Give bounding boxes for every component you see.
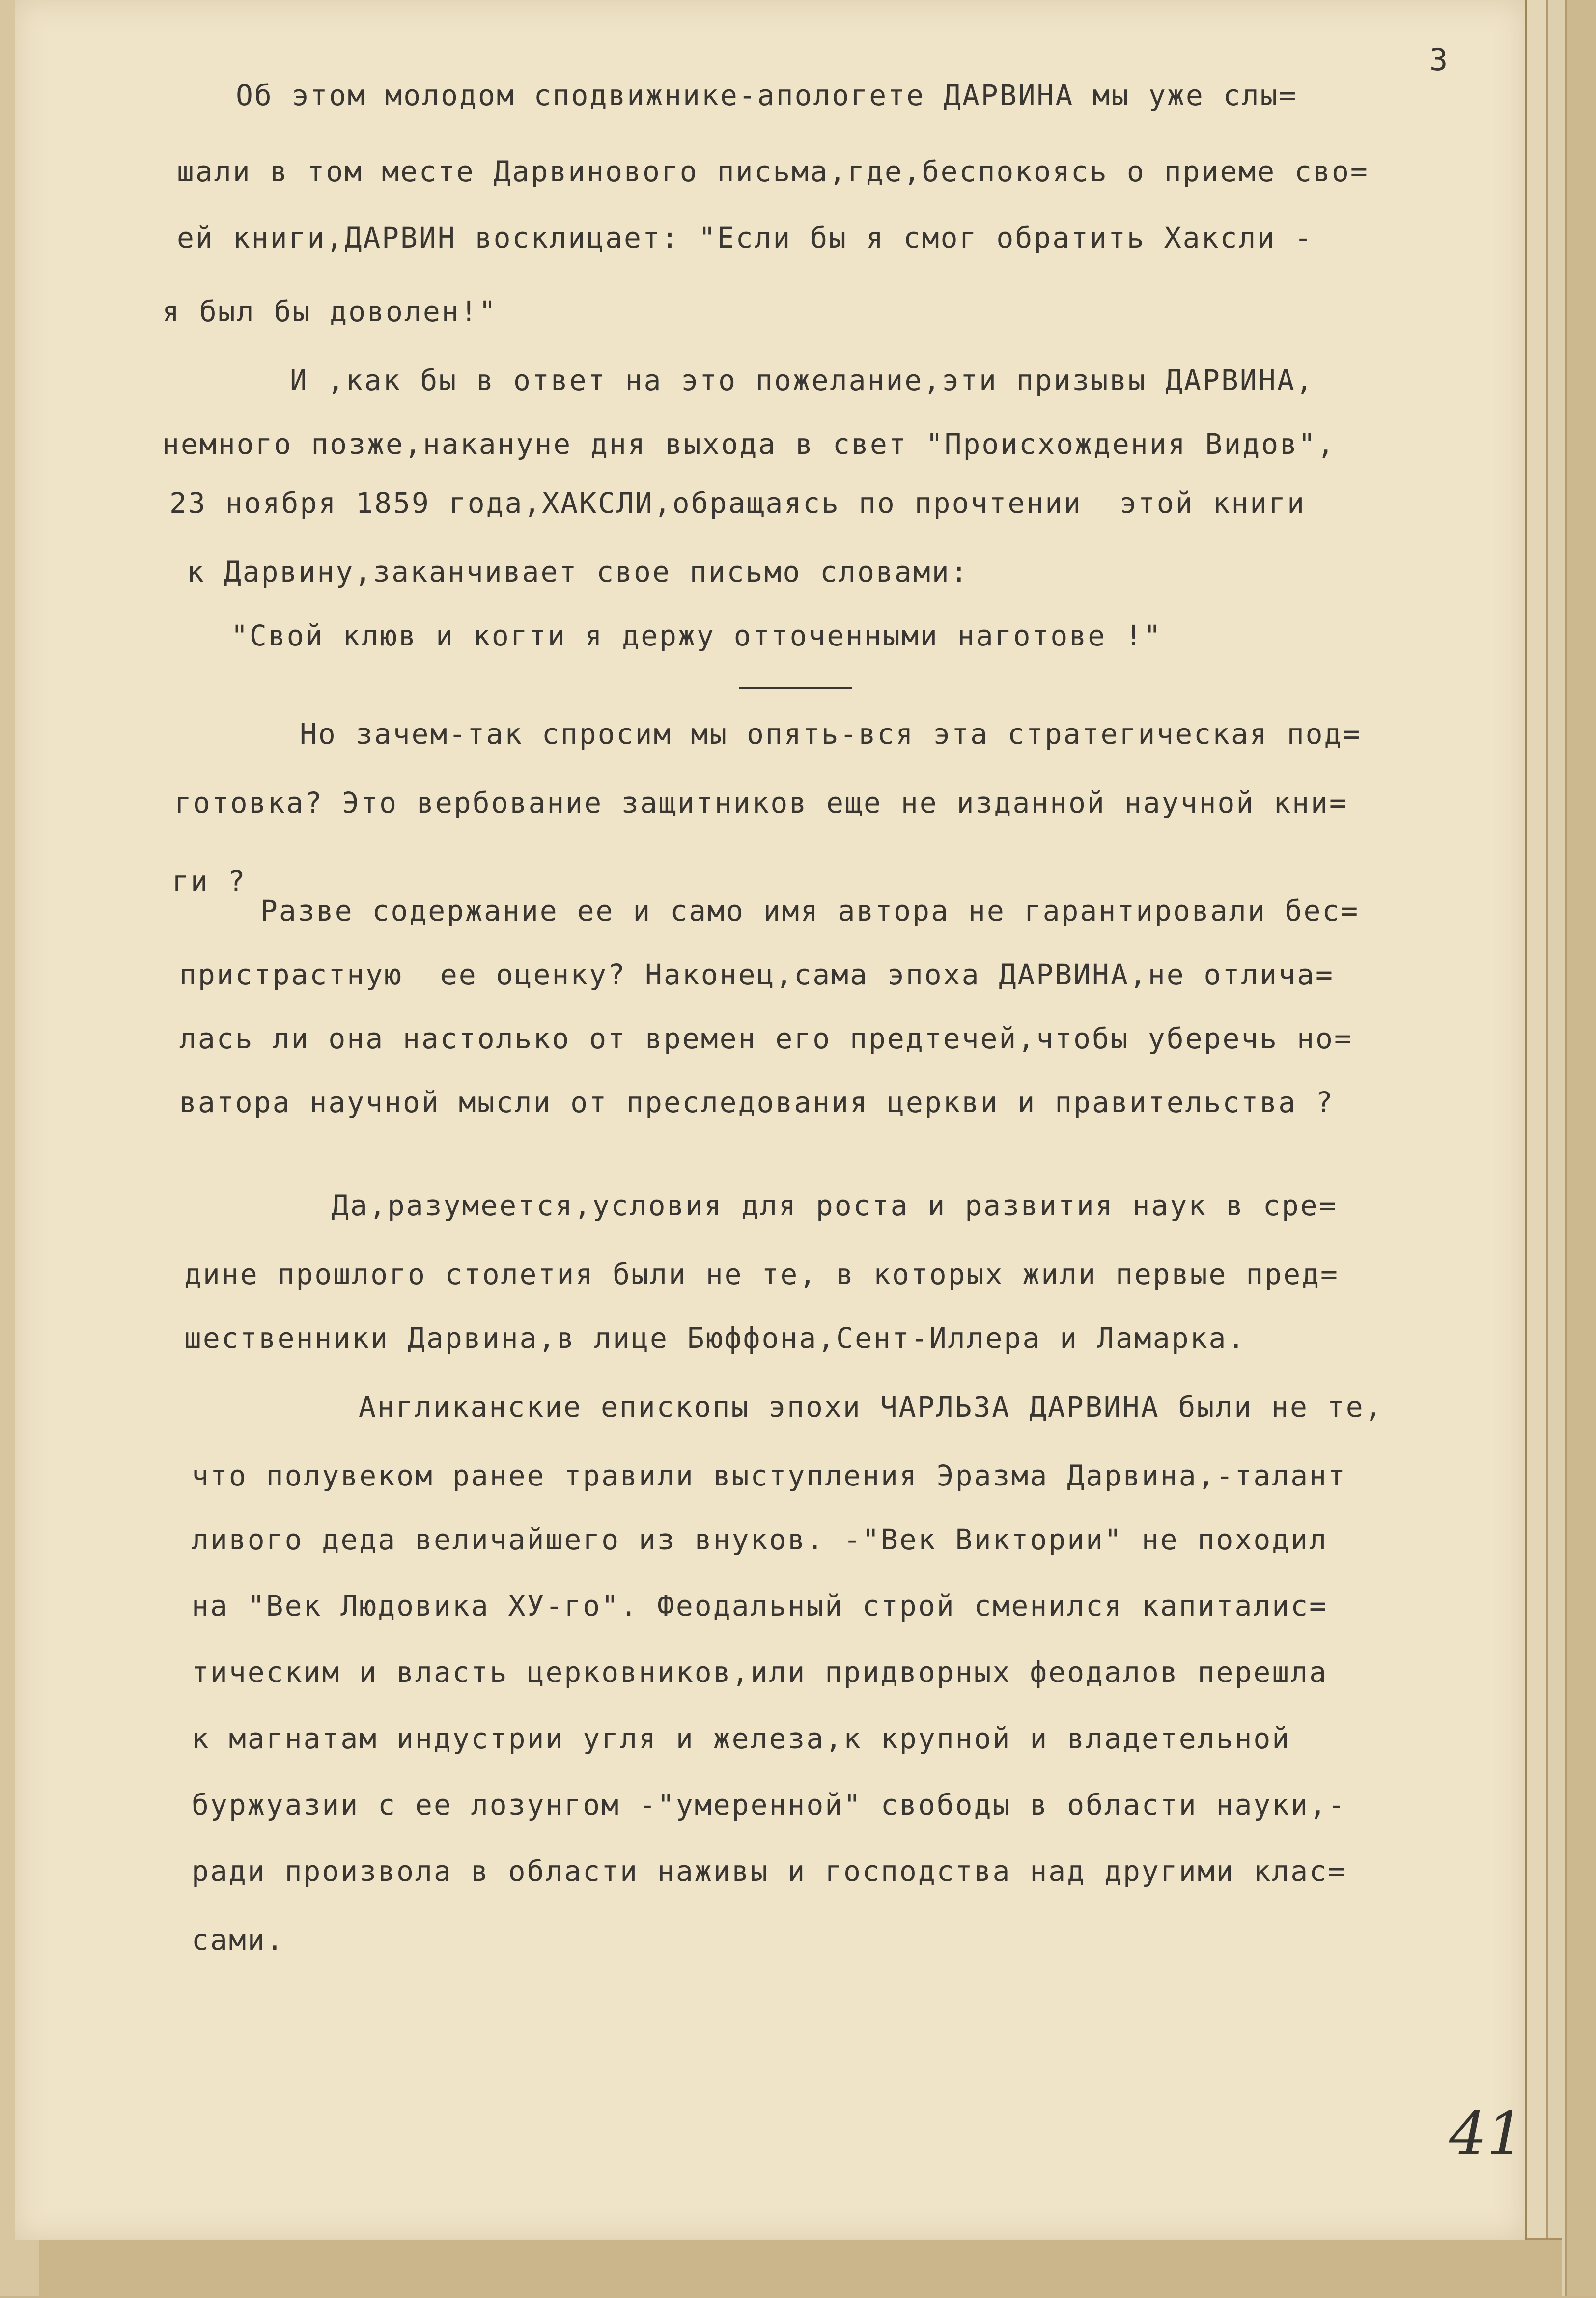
text-line: дине прошлого столетия были не те, в которых жили первые пред= (184, 1258, 1339, 1291)
text-line: шали в том месте Дарвинового письма,где,беспокоясь о приеме сво= (177, 155, 1369, 188)
text-line: шественники Дарвина,в лице Бюффона,Сент-Иллера и Ламарка. (184, 1321, 1246, 1355)
text-line: "Свой клюв и когти я держу отточенными наготове !" (231, 619, 1162, 652)
text-line: ги ? (172, 865, 247, 898)
text-line: готовка? Это вербование защитников еще не изданной научной кни= (174, 786, 1348, 819)
text-line: пристрастную ее оценку? Наконец,сама эпоха ДАРВИНА,не отлича= (179, 958, 1334, 991)
text-line: на "Век Людовика ХУ-го". Феодальный строй сменился капиталис= (192, 1589, 1328, 1623)
text-line: Англиканские епископы эпохи ЧАРЛЬЗА ДАРВИНА были не те, (359, 1390, 1383, 1424)
text-line: лась ли она настолько от времен его предтечей,чтобы уберечь но= (179, 1022, 1353, 1055)
text-line: Но зачем-так спросим мы опять-вся эта стратегическая под= (300, 717, 1362, 751)
text-line: Об этом молодом сподвижнике-апологете ДАРВИНА мы уже слы= (236, 79, 1298, 112)
text-line: ради произвола в области наживы и господства над другими клас= (192, 1854, 1346, 1888)
text-line: Разве содержание ее и само имя автора не гарантировали бес= (260, 894, 1360, 927)
section-separator (739, 687, 852, 689)
text-line: Да,разумеется,условия для роста и развития наук в сре= (332, 1189, 1338, 1222)
text-line: ей книги,ДАРВИН восклицает: "Если бы я смог обратить Хаксли - (177, 221, 1314, 254)
text-line: к Дарвину,заканчивает свое письмо словами: (187, 555, 969, 589)
page-edge (1525, 0, 1546, 2296)
text-line: немного позже,накануне дня выхода в свет "Происхождения Видов", (162, 427, 1336, 461)
text-line: я был бы доволен!" (162, 295, 498, 328)
text-line: ватора научной мысли от преследования церкви и правительства ? (179, 1086, 1334, 1119)
text-line: ливого деда величайшего из внуков. -"Век Виктории" не походил (192, 1523, 1328, 1556)
page-stack-bottom (39, 2238, 1562, 2298)
text-line: сами. (192, 1923, 285, 1957)
text-line: 23 ноября 1859 года,ХАКСЛИ,обращаясь по прочтении этой книги (169, 486, 1306, 520)
page-edge (1546, 0, 1565, 2296)
text-line: И ,как бы в ответ на это пожелание,эти призывы ДАРВИНА, (290, 364, 1315, 397)
text-line: тическим и власть церковников,или придворных феодалов перешла (192, 1655, 1328, 1689)
archive-folio-number: 41 (1449, 2100, 1524, 2168)
text-line: что полувеком ранее травили выступления Эразма Дарвина,-талант (192, 1459, 1346, 1492)
text-line: буржуазии с ее лозунгом -"умеренной" свободы в области науки,- (192, 1788, 1346, 1822)
text-line: к магнатам индустрии угля и железа,к крупной и владетельной (192, 1722, 1291, 1755)
typewritten-page (15, 0, 1527, 2240)
page-edge (1565, 0, 1596, 2296)
page-number: 3 (1429, 42, 1448, 78)
